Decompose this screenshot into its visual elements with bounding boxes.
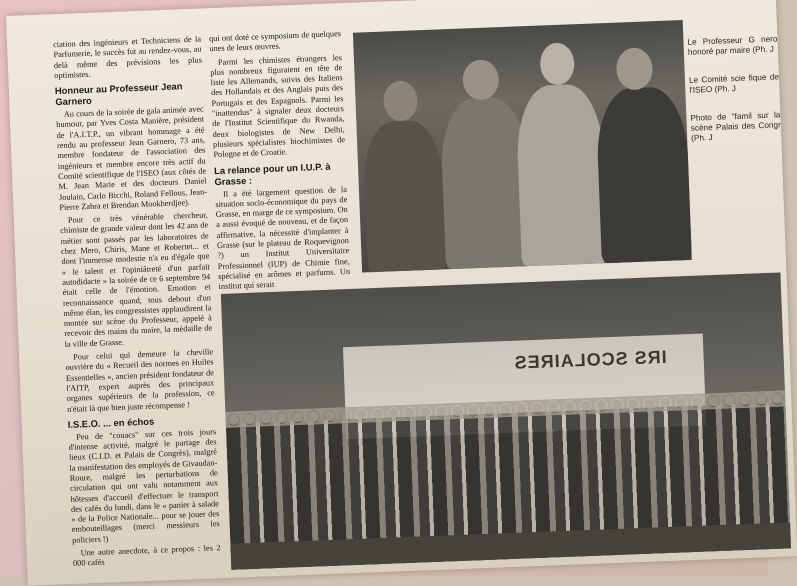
person-figure (362, 119, 446, 272)
paragraph: qui ont doté ce symposium de quelques unes de leurs œuvres. (208, 29, 342, 54)
heading-honneur: Honneur au Professeur Jean Garnero (54, 80, 183, 108)
paragraph: Au cours de la soirée de gala animée avec humour, par Yves Costa Manière, président de l'A.I.T.P., un vibrant hommage a été rendu au professeur Jean Garnero, 73 ans, membre fondateur de l'association des ingénieurs et membre encore très actif du Comité scientifique de l'ISEO (aux côtés de M. Jean Marie et des docteurs Daniel Joulain, Carlo Bicchi, Roland Fellous, Jean-Pierre Zahra et Brendan Mookherdjee). (56, 104, 208, 212)
person-head (616, 47, 654, 90)
photo-captions (687, 34, 782, 161)
caption: Le Professeur G nero honoré par maire (Ph. J (687, 34, 778, 57)
photo-four-men (353, 20, 692, 272)
caption: Photo de "famil sur la scène Palais des Congr (Ph. J (690, 110, 781, 143)
photo-group-stage (221, 272, 791, 569)
person-head (539, 42, 575, 85)
person-figure (515, 83, 608, 266)
person-head (383, 80, 419, 121)
article-column-2 (209, 29, 351, 295)
paragraph: Parmi les chimistes étrangers les plus nombreux figuraient en tête de liste les Allemands, suivis des Italiens des Hollandais et des Anglais puis des Portugais et des Espagnols. Parmi les "inattendus" à signaler deux docteurs de l'Institut Scientifique du Rwanda, deux biologistes de New Delhi, plusieurs spécialistes biochimistes de Pologne et de Croatie. (210, 52, 346, 160)
banner-text: IRS SCOLAIRES (513, 346, 667, 373)
article-column-1 (53, 35, 221, 573)
paragraph: Peu de "couacs" sur ces trois jours d'intense activité, malgré le partage des lieux (C.I.D. et Palais de Congrès), malgré la manifestation des employés de Givaudan-Roure, malgré les perturbations de circulation qui ont valu notamment aux hôtesses d'accueil d'effectuer le transport des cafés du lundi, dans le « panier à salade » de la Police Nationale... pour se jouer des embouteillages (merci messieurs les policiers !) (68, 427, 220, 545)
person-figure (595, 86, 692, 263)
intro-paragraph: ciation des ingénieurs et Techniciens de la Parfumerie, le succès fut au rendez-vous, au delà même des prévisions les plus optimistes. (52, 34, 202, 81)
person-head (462, 59, 500, 100)
caption: Le Comité scie fique de l'ISEO (Ph. J (688, 72, 780, 95)
newspaper-page (6, 0, 797, 586)
paragraph: Il a été largement question de la situation socio-économique du pays de Grasse, en marge de ce symposium. On a aussi évoqué de nouveau, et de façon affirmative, la nécessité d'implanter à Grasse (sur le plateau de Roquevignon ?) un Institut Universitaire Professionnel (IUP) de Chimie fine, spécialisé en arômes et parfums. Un institut qui serait (215, 184, 351, 292)
paragraph: Une autre anecdote, à ce propos : les 2 000 cafés (72, 543, 221, 569)
paragraph: Pour celui qui demeure la cheville ouvrière du « Recueil des normes en Huiles Essentielles », ancien président fondateur de l'AITP, expert auprès des principaux organes supérieurs de la profession, ce n'était là que bien juste récompense ! (65, 347, 215, 414)
paragraph: Pour ce très vénérable chercheur, chimiste de grande valeur dont les 42 ans de métier sont passés par les laboratoires de chez Mero, Chiris, Mane et Robertet... et dont l'immense modestie n'a eu d'égale que « le talent et l'opiniâtreté d'un parfait autodidacte » la soirée de ce 6 septembre 94 était celle de l'émotion. Emotion et reconnaissance quand, tous debout d'un même élan, les congressistes applaudirent la montée sur scène du Professeur, appelé à recevoir des mains du maire, la médaille de la ville de Grasse. (60, 210, 213, 349)
heading-iseo-echos: I.S.E.O. ... en échos (67, 415, 155, 430)
heading-iup: La relance pour un I.U.P. à Grasse : (213, 160, 331, 187)
